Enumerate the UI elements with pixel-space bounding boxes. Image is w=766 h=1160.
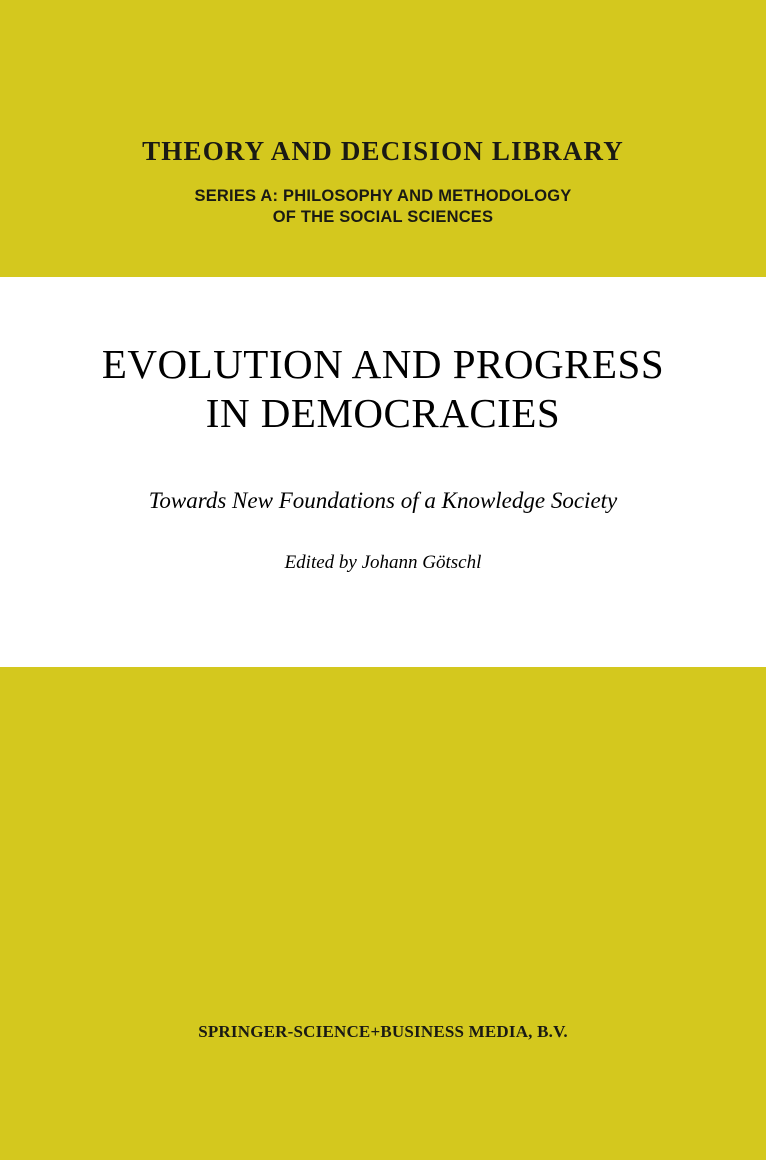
white-panel	[0, 277, 766, 667]
series-subtitle-line-1: SERIES A: PHILOSOPHY AND METHODOLOGY	[194, 187, 572, 205]
series-subtitle-line-2: OF THE SOCIAL SCIENCES	[272, 208, 494, 226]
title-line-2: IN DEMOCRACIES	[205, 390, 561, 436]
bottom-color-band	[0, 667, 766, 1160]
series-title: THEORY AND DECISION LIBRARY	[142, 136, 624, 166]
series-subtitle	[0, 186, 766, 228]
editor-credit: Edited by Johann Götschl	[284, 552, 482, 573]
book-subtitle: Towards New Foundations of a Knowledge Society	[148, 488, 618, 513]
page-title	[0, 340, 766, 438]
title-line-1: EVOLUTION AND PROGRESS	[101, 341, 665, 387]
publisher-name: SPRINGER-SCIENCE+BUSINESS MEDIA, B.V.	[198, 1022, 568, 1041]
